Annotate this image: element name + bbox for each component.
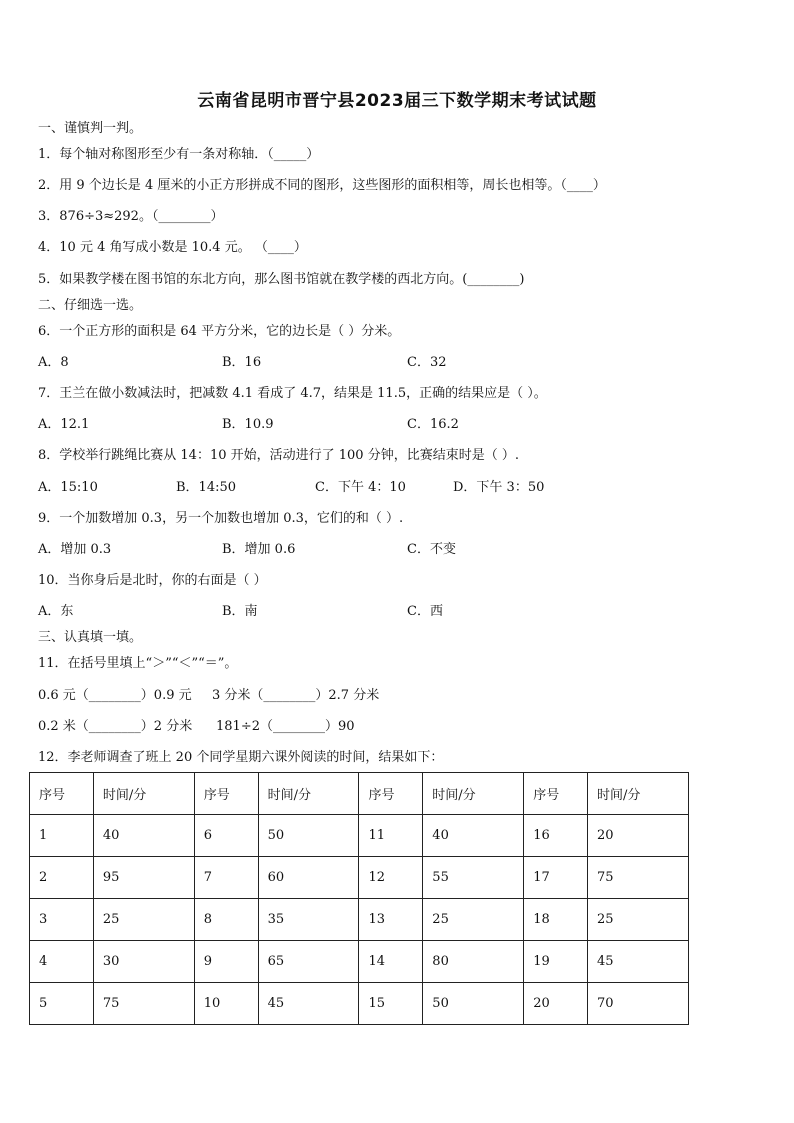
table-cell: 25 xyxy=(423,899,524,941)
table-cell: 65 xyxy=(258,941,359,983)
header-cell: 序号 xyxy=(359,773,423,815)
q6-option-c: C．32 xyxy=(407,355,447,370)
table-cell: 4 xyxy=(30,941,94,983)
table-row xyxy=(30,983,689,1025)
table-cell: 20 xyxy=(524,983,588,1025)
page-title: 云南省昆明市晋宁县2023届三下数学期末考试试题 xyxy=(197,91,597,111)
table-cell: 75 xyxy=(93,983,194,1025)
q11-item-1: 0.6 元（________）0.9 元 xyxy=(38,688,192,703)
table-cell: 30 xyxy=(93,941,194,983)
table-cell: 60 xyxy=(258,857,359,899)
table-cell: 40 xyxy=(423,815,524,857)
table-cell: 17 xyxy=(524,857,588,899)
q9-option-b: B．增加 0.6 xyxy=(222,542,296,557)
question-5: 5．如果教学楼在图书馆的东北方向，那么图书馆就在教学楼的西北方向。(________) xyxy=(38,272,525,287)
table-cell: 18 xyxy=(524,899,588,941)
question-7: 7．王兰在做小数减法时，把减数 4.1 看成了 4.7，结果是 11.5，正确的结果应是（ ）。 xyxy=(38,386,547,401)
table-cell: 5 xyxy=(30,983,94,1025)
q9-option-a: A．增加 0.3 xyxy=(38,542,112,557)
question-8: 8．学校举行跳绳比赛从 14：10 开始，活动进行了 100 分钟，比赛结束时是（ ）. xyxy=(38,448,519,463)
table-cell: 6 xyxy=(194,815,258,857)
table-cell: 7 xyxy=(194,857,258,899)
q10-option-c: C．西 xyxy=(407,604,443,619)
table-cell: 95 xyxy=(93,857,194,899)
q6-option-a: A．8 xyxy=(38,355,69,370)
header-cell: 序号 xyxy=(30,773,94,815)
section-heading-1: 一、谨慎判一判。 xyxy=(38,121,143,136)
table-cell: 1 xyxy=(30,815,94,857)
header-cell: 序号 xyxy=(524,773,588,815)
table-cell: 55 xyxy=(423,857,524,899)
table-row xyxy=(30,941,689,983)
table-cell: 45 xyxy=(588,941,689,983)
table-cell: 11 xyxy=(359,815,423,857)
section-heading-3: 三、认真填一填。 xyxy=(38,630,143,645)
section-heading-2: 二、仔细选一选。 xyxy=(38,298,143,313)
table-cell: 50 xyxy=(423,983,524,1025)
q7-option-c: C．16.2 xyxy=(407,417,459,432)
q7-option-a: A．12.1 xyxy=(38,417,90,432)
q11-item-3: 0.2 米（________）2 分米 xyxy=(38,719,193,734)
table-cell: 35 xyxy=(258,899,359,941)
question-9: 9．一个加数增加 0.3，另一个加数也增加 0.3，它们的和（ ）. xyxy=(38,511,404,526)
table-cell: 40 xyxy=(93,815,194,857)
question-3: 3．876÷3≈292。（________） xyxy=(38,209,224,224)
table-cell: 25 xyxy=(588,899,689,941)
question-1: 1．每个轴对称图形至少有一条对称轴．（_____） xyxy=(38,147,320,162)
q10-option-b: B．南 xyxy=(222,604,258,619)
header-cell: 时间/分 xyxy=(588,773,689,815)
header-cell: 时间/分 xyxy=(258,773,359,815)
question-12: 12．李老师调查了班上 20 个同学星期六课外阅读的时间，结果如下： xyxy=(38,750,444,765)
q7-option-b: B．10.9 xyxy=(222,417,274,432)
table-cell: 13 xyxy=(359,899,423,941)
table-cell: 25 xyxy=(93,899,194,941)
table-cell: 16 xyxy=(524,815,588,857)
q8-option-b: B．14:50 xyxy=(176,480,237,495)
table-cell: 9 xyxy=(194,941,258,983)
reading-time-table xyxy=(29,772,689,1025)
header-cell: 时间/分 xyxy=(93,773,194,815)
header-cell: 时间/分 xyxy=(423,773,524,815)
q8-option-d: D．下午 3：50 xyxy=(453,480,545,495)
table-cell: 3 xyxy=(30,899,94,941)
q11-item-2: 3 分米（________）2.7 分米 xyxy=(212,688,380,703)
table-cell: 10 xyxy=(194,983,258,1025)
table-cell: 8 xyxy=(194,899,258,941)
table-cell: 12 xyxy=(359,857,423,899)
table-cell: 20 xyxy=(588,815,689,857)
table-cell: 75 xyxy=(588,857,689,899)
q6-option-b: B．16 xyxy=(222,355,262,370)
table-row xyxy=(30,815,689,857)
q10-option-a: A．东 xyxy=(38,604,74,619)
table-cell: 50 xyxy=(258,815,359,857)
question-11: 11．在括号里填上“＞”“＜”“＝”。 xyxy=(38,656,238,671)
q8-option-c: C．下午 4：10 xyxy=(315,480,406,495)
table-cell: 2 xyxy=(30,857,94,899)
question-6: 6．一个正方形的面积是 64 平方分米，它的边长是（ ）分米。 xyxy=(38,324,401,339)
table-cell: 19 xyxy=(524,941,588,983)
question-2: 2．用 9 个边长是 4 厘米的小正方形拼成不同的图形，这些图形的面积相等，周长也相等。（____） xyxy=(38,178,606,193)
question-4: 4．10 元 4 角写成小数是 10.4 元。 （____） xyxy=(38,240,307,255)
table-cell: 15 xyxy=(359,983,423,1025)
table-header-row xyxy=(30,773,689,815)
header-cell: 序号 xyxy=(194,773,258,815)
q11-item-4: 181÷2（________）90 xyxy=(216,719,355,734)
table-cell: 45 xyxy=(258,983,359,1025)
q8-option-a: A．15:10 xyxy=(38,480,98,495)
table-row xyxy=(30,857,689,899)
table-row xyxy=(30,899,689,941)
question-10: 10．当你身后是北时，你的右面是（ ） xyxy=(38,573,267,588)
table-cell: 80 xyxy=(423,941,524,983)
q9-option-c: C．不变 xyxy=(407,542,456,557)
table-cell: 14 xyxy=(359,941,423,983)
table-cell: 70 xyxy=(588,983,689,1025)
